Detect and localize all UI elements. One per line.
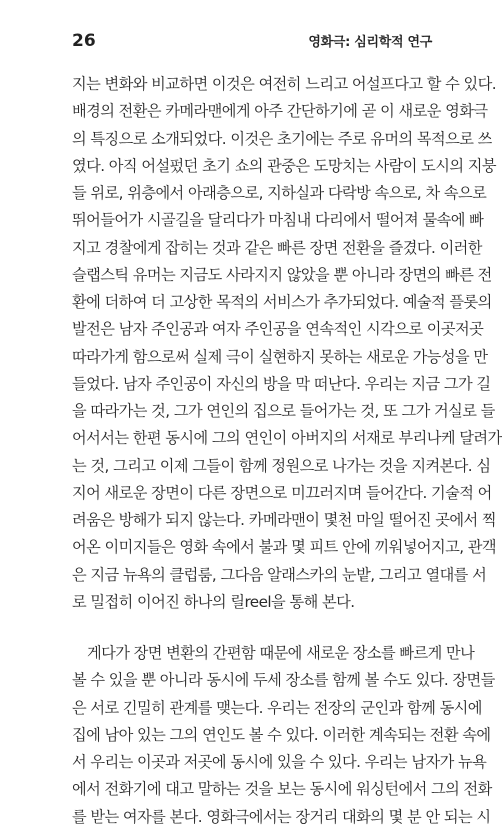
- text-line: 의 특징으로 소개되었다. 이것은 초기에는 주로 유머의 목적으로 쓰: [72, 129, 492, 148]
- text-line: 였다. 아직 어설펐던 초기 쇼의 관중은 도망치는 사람이 도시의 지붕: [72, 156, 497, 175]
- running-head: 영화극: 심리학적 연구: [308, 35, 432, 50]
- text-line: 지는 변화와 비교하면 이것은 여전히 느리고 어설프다고 할 수 있다.: [72, 75, 497, 93]
- page-header: [72, 31, 432, 53]
- paragraph: [72, 71, 502, 616]
- body-text: [72, 71, 502, 831]
- text-line: 에서 전화기에 대고 말하는 것을 보는 동시에 워싱턴에서 그의 전화: [72, 780, 492, 799]
- text-line: 볼 수 있을 뿐 아니라 동시에 두세 장소를 함께 볼 수도 있다. 장면들: [72, 671, 495, 690]
- text-line: 을 따라가는 것, 그가 연인의 집으로 들어가는 것, 또 그가 거실로 들: [72, 402, 495, 420]
- text-line: 발전은 남자 주인공과 여자 주인공을 연속적인 시각으로 이곳저곳: [72, 320, 484, 339]
- text-line: 서 우리는 이곳과 저곳에 동시에 있을 수 있다. 우리는 남자가 뉴욕: [72, 753, 487, 771]
- text-line: 로 밀접히 이어진 하나의 릴reel을 통해 본다.: [72, 592, 355, 611]
- text-line: 슬랩스틱 유머는 지금도 사라지지 않았을 뿐 아니라 장면의 빠른 전: [72, 265, 492, 284]
- text-line: 환에 더하여 더 고상한 목적의 서비스가 추가되었다. 예술적 플롯의: [72, 293, 492, 311]
- text-line: 지고 경찰에게 잡히는 것과 같은 빠른 장면 전환을 즐겼다. 이러한: [72, 238, 482, 257]
- text-line: 어온 이미지들은 영화 속에서 불과 몇 피트 안에 끼워넣어지고, 관객: [72, 538, 497, 557]
- text-line: 게다가 장면 변환의 간편함 때문에 새로운 장소를 빠르게 만나: [87, 644, 475, 662]
- text-line: 려움은 방해가 되지 않는다. 카메라맨이 몇천 마일 떨어진 곳에서 찍: [72, 511, 497, 529]
- text-line: 는 것, 그리고 이제 그들이 함께 정원으로 나가는 것을 지켜본다. 심: [72, 456, 491, 475]
- text-line: 지어 새로운 장면이 다른 장면으로 미끄러지며 들어간다. 기술적 어: [72, 483, 492, 502]
- text-line: 집에 남아 있는 그의 연인도 볼 수 있다. 이러한 계속되는 전환 속에: [72, 725, 491, 744]
- text-line: 들었다. 남자 주인공이 자신의 방을 막 떠난다. 우리는 지금 그가 길: [72, 374, 491, 393]
- text-line: 어서서는 한편 동시에 그의 연인이 아버지의 서재로 부리나케 달려가: [72, 429, 502, 448]
- text-line: 를 받는 여자를 본다. 영화극에서는 장거리 대화의 몇 분 안 되는 시: [72, 807, 491, 826]
- page-number: 26: [72, 31, 96, 51]
- text-line: 뛰어들어가 시골길을 달리다가 마침내 다리에서 떨어져 물속에 빠: [72, 211, 484, 230]
- text-line: 들 위로, 위층에서 아래층으로, 지하실과 다락방 속으로, 차 속으로: [72, 184, 487, 202]
- text-line: 은 지금 뉴욕의 클럽룸, 그다음 알래스카의 눈밭, 그리고 열대를 서: [72, 565, 487, 584]
- text-line: 은 서로 긴밀히 관계를 맺는다. 우리는 전장의 군인과 함께 동시에: [72, 698, 482, 717]
- text-line: 따라가게 함으로써 실제 극이 실현하지 못하는 새로운 가능성을 만: [72, 347, 488, 366]
- text-line: 배경의 전환은 카메라맨에게 아주 간단하기에 곧 이 새로운 영화극: [72, 102, 488, 121]
- paragraph: [72, 640, 495, 831]
- paragraph-gap: [72, 616, 442, 640]
